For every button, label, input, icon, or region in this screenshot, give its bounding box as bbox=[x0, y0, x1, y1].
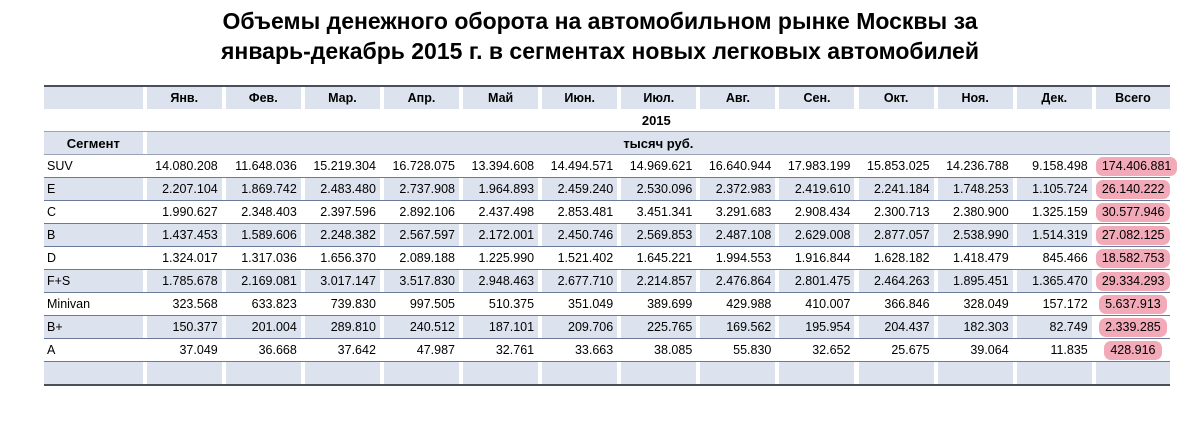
month-value: 410.007 bbox=[779, 293, 854, 316]
month-value: 2.877.057 bbox=[859, 224, 934, 247]
total-cell bbox=[1096, 316, 1170, 339]
month-value: 845.466 bbox=[1017, 247, 1092, 270]
month-value: 1.105.724 bbox=[1017, 178, 1092, 201]
unit-label: тысяч руб. bbox=[147, 132, 1170, 155]
table-row bbox=[44, 247, 1170, 270]
month-value: 2.908.434 bbox=[779, 201, 854, 224]
footer-cell bbox=[226, 362, 301, 386]
total-header: Всего bbox=[1096, 86, 1170, 109]
month-value: 1.748.253 bbox=[938, 178, 1013, 201]
table-row bbox=[44, 178, 1170, 201]
month-value: 2.629.008 bbox=[779, 224, 854, 247]
footer-cell bbox=[384, 362, 459, 386]
month-header: Июл. bbox=[621, 86, 696, 109]
month-value: 47.987 bbox=[384, 339, 459, 362]
table-row bbox=[44, 293, 1170, 316]
title-line-1: Объемы денежного оборота на автомобильном рынке Москвы за bbox=[222, 8, 978, 34]
footer-cell bbox=[305, 362, 380, 386]
month-value: 37.642 bbox=[305, 339, 380, 362]
segment-name: E bbox=[44, 178, 143, 201]
segment-name: F+S bbox=[44, 270, 143, 293]
month-value: 2.348.403 bbox=[226, 201, 301, 224]
month-value: 187.101 bbox=[463, 316, 538, 339]
month-value: 1.589.606 bbox=[226, 224, 301, 247]
total-cell bbox=[1096, 155, 1170, 178]
month-value: 150.377 bbox=[147, 316, 222, 339]
total-value-highlight: 30.577.946 bbox=[1096, 203, 1171, 222]
month-value: 328.049 bbox=[938, 293, 1013, 316]
unit-row bbox=[44, 132, 1170, 155]
month-value: 240.512 bbox=[384, 316, 459, 339]
month-value: 195.954 bbox=[779, 316, 854, 339]
month-value: 1.514.319 bbox=[1017, 224, 1092, 247]
month-value: 2.089.188 bbox=[384, 247, 459, 270]
month-header: Ноя. bbox=[938, 86, 1013, 109]
month-header: Дек. bbox=[1017, 86, 1092, 109]
month-value: 1.895.451 bbox=[938, 270, 1013, 293]
footer-cell bbox=[542, 362, 617, 386]
month-value: 1.437.453 bbox=[147, 224, 222, 247]
month-value: 429.988 bbox=[700, 293, 775, 316]
month-value: 36.668 bbox=[226, 339, 301, 362]
month-value: 14.969.621 bbox=[621, 155, 696, 178]
month-value: 39.064 bbox=[938, 339, 1013, 362]
total-value-highlight: 29.334.293 bbox=[1096, 272, 1171, 291]
segment-header: Сегмент bbox=[44, 132, 143, 155]
segment-name: D bbox=[44, 247, 143, 270]
month-value: 2.677.710 bbox=[542, 270, 617, 293]
page-title bbox=[0, 6, 1200, 66]
year-row bbox=[44, 109, 1170, 132]
month-value: 3.517.830 bbox=[384, 270, 459, 293]
total-value-highlight: 2.339.285 bbox=[1099, 318, 1167, 337]
table-body bbox=[44, 86, 1170, 385]
month-value: 33.663 bbox=[542, 339, 617, 362]
month-value: 2.419.610 bbox=[779, 178, 854, 201]
month-value: 289.810 bbox=[305, 316, 380, 339]
month-value: 2.737.908 bbox=[384, 178, 459, 201]
month-value: 15.219.304 bbox=[305, 155, 380, 178]
total-cell bbox=[1096, 201, 1170, 224]
month-header: Июн. bbox=[542, 86, 617, 109]
month-value: 351.049 bbox=[542, 293, 617, 316]
month-value: 323.568 bbox=[147, 293, 222, 316]
table-row bbox=[44, 155, 1170, 178]
header-corner bbox=[44, 86, 143, 109]
footer-cell bbox=[859, 362, 934, 386]
month-value: 3.017.147 bbox=[305, 270, 380, 293]
month-value: 2.483.480 bbox=[305, 178, 380, 201]
month-value: 1.365.470 bbox=[1017, 270, 1092, 293]
footer-cell bbox=[621, 362, 696, 386]
segment-name: C bbox=[44, 201, 143, 224]
segment-name: Minivan bbox=[44, 293, 143, 316]
month-value: 16.728.075 bbox=[384, 155, 459, 178]
month-value: 82.749 bbox=[1017, 316, 1092, 339]
table-row bbox=[44, 339, 1170, 362]
month-value: 201.004 bbox=[226, 316, 301, 339]
month-value: 37.049 bbox=[147, 339, 222, 362]
total-cell bbox=[1096, 247, 1170, 270]
month-value: 157.172 bbox=[1017, 293, 1092, 316]
total-value-highlight: 5.637.913 bbox=[1099, 295, 1167, 314]
total-cell bbox=[1096, 270, 1170, 293]
month-value: 2.450.746 bbox=[542, 224, 617, 247]
month-value: 2.207.104 bbox=[147, 178, 222, 201]
month-value: 2.459.240 bbox=[542, 178, 617, 201]
month-value: 182.303 bbox=[938, 316, 1013, 339]
footer-cell bbox=[779, 362, 854, 386]
month-value: 1.324.017 bbox=[147, 247, 222, 270]
month-value: 2.172.001 bbox=[463, 224, 538, 247]
month-value: 633.823 bbox=[226, 293, 301, 316]
month-value: 15.853.025 bbox=[859, 155, 934, 178]
month-value: 55.830 bbox=[700, 339, 775, 362]
table-row bbox=[44, 316, 1170, 339]
month-value: 1.869.742 bbox=[226, 178, 301, 201]
month-value: 2.437.498 bbox=[463, 201, 538, 224]
month-value: 1.628.182 bbox=[859, 247, 934, 270]
footer-cell bbox=[463, 362, 538, 386]
month-value: 2.892.106 bbox=[384, 201, 459, 224]
month-value: 2.801.475 bbox=[779, 270, 854, 293]
month-value: 1.916.844 bbox=[779, 247, 854, 270]
table-row bbox=[44, 201, 1170, 224]
total-cell bbox=[1096, 178, 1170, 201]
total-value-highlight: 27.082.125 bbox=[1096, 226, 1171, 245]
month-value: 204.437 bbox=[859, 316, 934, 339]
footer-cell bbox=[1017, 362, 1092, 386]
month-header: Окт. bbox=[859, 86, 934, 109]
month-value: 1.990.627 bbox=[147, 201, 222, 224]
month-value: 16.640.944 bbox=[700, 155, 775, 178]
month-value: 1.994.553 bbox=[700, 247, 775, 270]
month-value: 32.652 bbox=[779, 339, 854, 362]
month-header: Янв. bbox=[147, 86, 222, 109]
segment-name: A bbox=[44, 339, 143, 362]
month-value: 2.538.990 bbox=[938, 224, 1013, 247]
month-value: 1.521.402 bbox=[542, 247, 617, 270]
total-value-highlight: 26.140.222 bbox=[1096, 180, 1171, 199]
footer-row bbox=[44, 362, 1170, 386]
month-header: Апр. bbox=[384, 86, 459, 109]
turnover-table bbox=[44, 85, 1170, 386]
total-value-highlight: 428.916 bbox=[1104, 341, 1161, 360]
month-value: 997.505 bbox=[384, 293, 459, 316]
month-value: 2.853.481 bbox=[542, 201, 617, 224]
month-value: 14.494.571 bbox=[542, 155, 617, 178]
year-label: 2015 bbox=[641, 112, 671, 128]
table-row bbox=[44, 224, 1170, 247]
month-value: 17.983.199 bbox=[779, 155, 854, 178]
month-value: 389.699 bbox=[621, 293, 696, 316]
total-cell bbox=[1096, 339, 1170, 362]
month-value: 2.487.108 bbox=[700, 224, 775, 247]
month-value: 2.380.900 bbox=[938, 201, 1013, 224]
month-header: Авг. bbox=[700, 86, 775, 109]
month-header: Сен. bbox=[779, 86, 854, 109]
month-value: 14.080.208 bbox=[147, 155, 222, 178]
month-value: 1.645.221 bbox=[621, 247, 696, 270]
month-header: Май bbox=[463, 86, 538, 109]
month-value: 2.397.596 bbox=[305, 201, 380, 224]
month-value: 510.375 bbox=[463, 293, 538, 316]
header-row bbox=[44, 86, 1170, 109]
footer-cell bbox=[44, 362, 143, 386]
month-header: Мар. bbox=[305, 86, 380, 109]
month-value: 2.214.857 bbox=[621, 270, 696, 293]
footer-cell bbox=[147, 362, 222, 386]
month-value: 3.451.341 bbox=[621, 201, 696, 224]
month-value: 1.325.159 bbox=[1017, 201, 1092, 224]
month-value: 2.476.864 bbox=[700, 270, 775, 293]
month-value: 169.562 bbox=[700, 316, 775, 339]
month-value: 739.830 bbox=[305, 293, 380, 316]
month-value: 11.648.036 bbox=[226, 155, 301, 178]
month-value: 2.530.096 bbox=[621, 178, 696, 201]
month-value: 2.248.382 bbox=[305, 224, 380, 247]
month-value: 13.394.608 bbox=[463, 155, 538, 178]
footer-cell bbox=[1096, 362, 1170, 386]
month-value: 2.372.983 bbox=[700, 178, 775, 201]
segment-name: B bbox=[44, 224, 143, 247]
month-value: 2.300.713 bbox=[859, 201, 934, 224]
month-value: 1.964.893 bbox=[463, 178, 538, 201]
month-value: 2.241.184 bbox=[859, 178, 934, 201]
footer-cell bbox=[700, 362, 775, 386]
month-value: 2.169.081 bbox=[226, 270, 301, 293]
segment-name: SUV bbox=[44, 155, 143, 178]
month-value: 9.158.498 bbox=[1017, 155, 1092, 178]
month-value: 2.948.463 bbox=[463, 270, 538, 293]
month-value: 3.291.683 bbox=[700, 201, 775, 224]
month-value: 2.569.853 bbox=[621, 224, 696, 247]
segment-name: B+ bbox=[44, 316, 143, 339]
footer-cell bbox=[938, 362, 1013, 386]
total-cell bbox=[1096, 224, 1170, 247]
title-line-2: январь-декабрь 2015 г. в сегментах новых легковых автомобилей bbox=[221, 38, 979, 64]
total-value-highlight: 174.406.881 bbox=[1096, 157, 1178, 176]
month-value: 366.846 bbox=[859, 293, 934, 316]
month-value: 2.567.597 bbox=[384, 224, 459, 247]
total-value-highlight: 18.582.753 bbox=[1096, 249, 1171, 268]
month-value: 14.236.788 bbox=[938, 155, 1013, 178]
month-value: 225.765 bbox=[621, 316, 696, 339]
month-value: 32.761 bbox=[463, 339, 538, 362]
month-value: 1.418.479 bbox=[938, 247, 1013, 270]
month-value: 1.225.990 bbox=[463, 247, 538, 270]
table-row bbox=[44, 270, 1170, 293]
month-value: 11.835 bbox=[1017, 339, 1092, 362]
month-value: 1.317.036 bbox=[226, 247, 301, 270]
month-header: Фев. bbox=[226, 86, 301, 109]
month-value: 2.464.263 bbox=[859, 270, 934, 293]
month-value: 38.085 bbox=[621, 339, 696, 362]
month-value: 1.785.678 bbox=[147, 270, 222, 293]
month-value: 25.675 bbox=[859, 339, 934, 362]
total-cell bbox=[1096, 293, 1170, 316]
month-value: 1.656.370 bbox=[305, 247, 380, 270]
month-value: 209.706 bbox=[542, 316, 617, 339]
